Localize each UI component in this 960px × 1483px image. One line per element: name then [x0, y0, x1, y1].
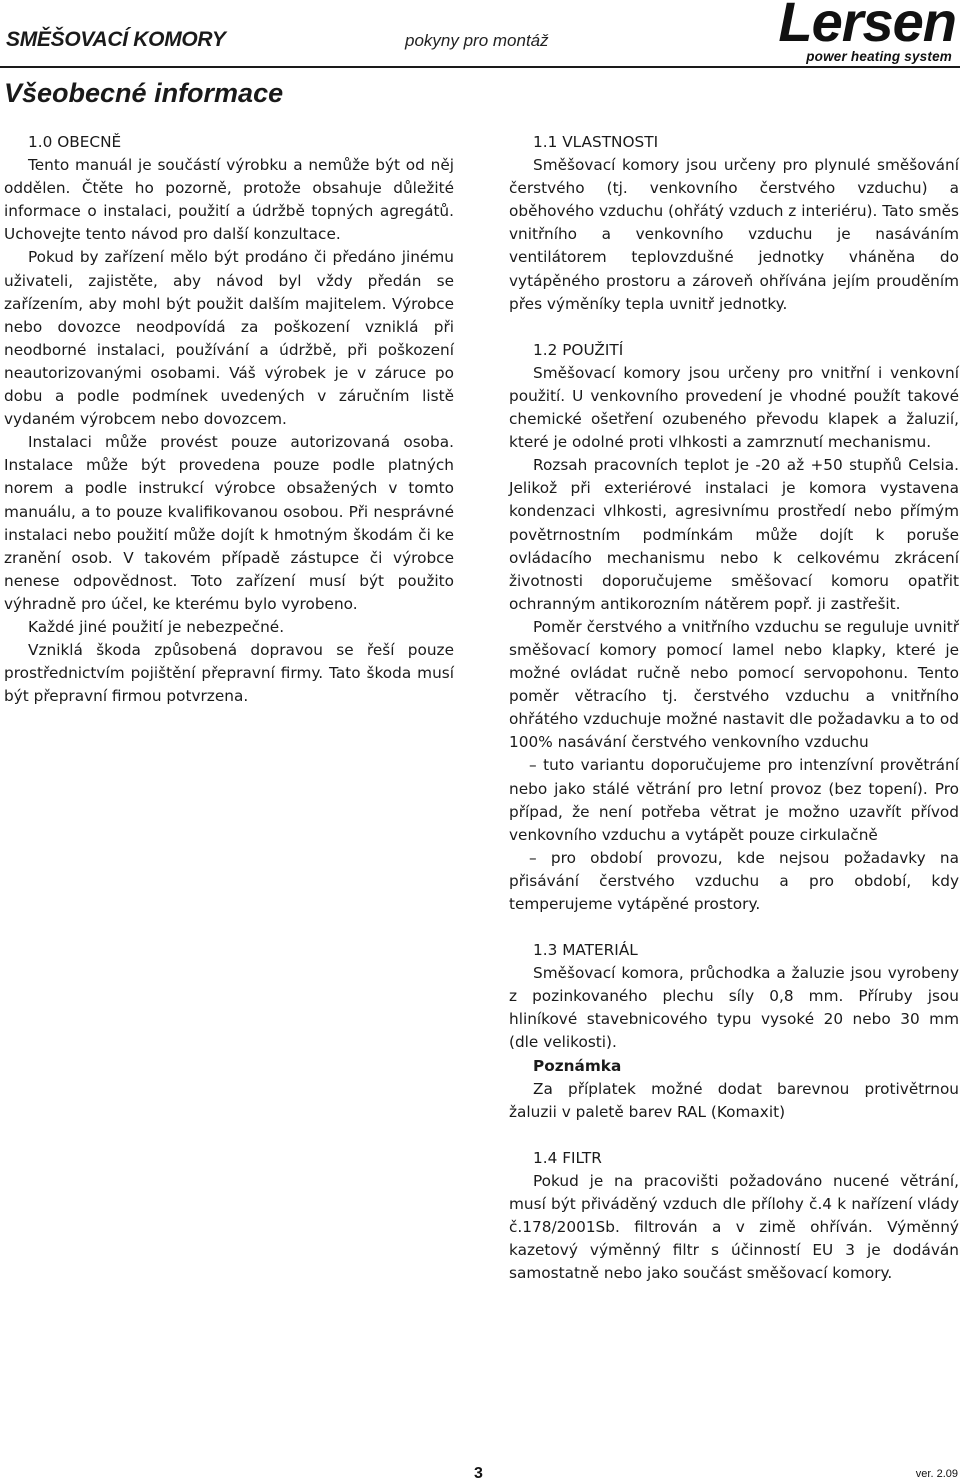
document-title: SMĚŠOVACÍ KOMORY	[6, 28, 226, 51]
logo-wordmark: Lersen	[778, 0, 956, 53]
paragraph: Pokud by zařízení mělo být prodáno či předáno jinému uživateli, zajistěte, aby návod byl vždy předán se zařízením, aby mohl být použit dalším majitelem. Výrobce nebo dovozce neodpovídá za poškození vzniklá při neodborné instalaci, používání a údržbě, při poškození neautorizovanými osobami. Váš výrobek je v záruce po dobu a podle podmínek uvedených v záručním listě vydaném výrobcem nebo dovozcem.	[4, 248, 454, 429]
left-column	[4, 131, 454, 708]
paragraph: Každé jiné použití je nebezpečné.	[28, 617, 285, 636]
heading-usage: 1.2 POUŽITÍ	[533, 340, 624, 359]
page-header	[0, 0, 960, 125]
paragraph: Rozsah pracovních teplot je -20 až +50 stupňů Celsia. Jelikož při exteriérové instalaci je komora vystavena kondenzaci vlhkosti, agresivnímu prostředí nebo přímým povětrnostním podmínkám může dojít k poruše ovládacího mechanismu nebo k celkovému zkrácení životnosti doporučujeme směšovací komoru opatřit ochranným antikorozním nátěrem popř. ji zastřešit.	[509, 456, 959, 613]
document-subtitle: pokyny pro montáž	[405, 31, 549, 50]
right-column	[509, 131, 959, 1285]
heading-properties: 1.1 VLASTNOSTI	[533, 133, 659, 151]
heading-filter: 1.4 FILTR	[533, 1148, 602, 1167]
heading-general: 1.0 OBECNĚ	[28, 133, 122, 151]
section-heading: Všeobecné informace	[4, 78, 284, 108]
paragraph: Za příplatek možné dodat barevnou protivětrnou žaluzii v paletě barev RAL (Komaxit)	[509, 1079, 959, 1121]
note-label: Poznámka	[533, 1056, 622, 1075]
dash-item: – pro období provozu, kde nejsou požadavky na přisávání čerstvého vzduchu a pro období, kdy temperujeme vytápěné prostory.	[509, 848, 959, 913]
paragraph: Směšovací komory jsou určeny pro plynulé směšování čerstvého (tj. venkovního čerstvého vzduchu) a oběhového vzduchu (ohřátý vzduch z interiéru). Tato směs vnitřního a venkovního vzduchu je nasáváním ventilátorem teplovzdušné jednotky vháněna do vytápěného prostoru a zároveň ohřívána jejím prouděním přes výměníky tepla uvnitř jednotky.	[509, 156, 959, 313]
paragraph: Směšovací komora, průchodka a žaluzie jsou vyrobeny z pozinkovaného plechu síly 0,8 mm. Příruby jsou hliníkové stavebnicového typu vysoké 20 nebo 30 mm (dle velikosti).	[509, 964, 959, 1052]
paragraph: Tento manuál je součástí výrobku a nemůže být od něj oddělen. Čtěte ho pozorně, protože obsahuje důležité informace o instalaci, použití a údržbě topných agregátů. Uchovejte tento návod pro další konzultace.	[4, 156, 454, 244]
logo-tagline: power heating system	[806, 49, 952, 64]
version-label: ver. 2.09	[915, 1468, 958, 1480]
paragraph: Vzniklá škoda způsobená dopravou se řeší pouze prostřednictvím pojištění přepravní firmy. Tato škoda musí být přepravní firmou potvrzena.	[4, 641, 454, 706]
paragraph: Instalaci může provést pouze autorizovaná osoba. Instalace může být provedena pouze podle platných norem a podle instrukcí výrobce obsažených v tomto manuálu, a to pouze kvalifikovanou osobou. Při nesprávné instalaci nebo použití může dojít k hmotným škodám či ke zranění osob. V takovém případě zástupce či výrobce nenese odpovědnost. Toto zařízení musí být použito výhradně pro účel, ke kterému bylo vyrobeno.	[4, 433, 454, 613]
lersen-logo	[684, 0, 956, 72]
dash-item: – tuto variantu doporučujeme pro intenzívní provětrání nebo jako stálé větrání pro letní provoz (bez topení). Pro případ, že není potřeba větrat je možno uzavřít přívod venkovního vzduchu a vytápět pouze cirkulačně	[509, 756, 959, 844]
page-number: 3	[474, 1465, 483, 1482]
paragraph: Poměr čerstvého a vnitřního vzduchu se reguluje uvnitř směšovací komory pomocí lamel nebo klapky, které je možné ovládat ručně nebo pomocí servopohonu. Tento poměr větracího tj. čerstvého vzduchu a vnitřního ohřátého vzduchuje možné nastavit dle požadavku a to od 100% nasávání čerstvého venkovního vzduchu	[509, 617, 959, 752]
paragraph: Směšovací komory jsou určeny pro vnitřní i venkovní použití. U venkovního provedení je vhodné použít takové chemické ošetření ozubeného převodu klapek a žaluzií, které je odolné proti vlhkosti a zamrznutí mechanismu.	[509, 363, 959, 452]
paragraph: Pokud je na pracovišti požadováno nucené větrání, musí být přiváděný vzduch dle přílohy č.4 k nařízení vlády č.178/2001Sb. filtrován a v zimě ohříván. Výměnný kazetový výměnný filtr s účinností EU 3 je dodáván samostatně nebo jako součást směšovací komory.	[509, 1171, 959, 1283]
header-divider	[0, 66, 960, 68]
heading-material: 1.3 MATERIÁL	[533, 941, 638, 960]
